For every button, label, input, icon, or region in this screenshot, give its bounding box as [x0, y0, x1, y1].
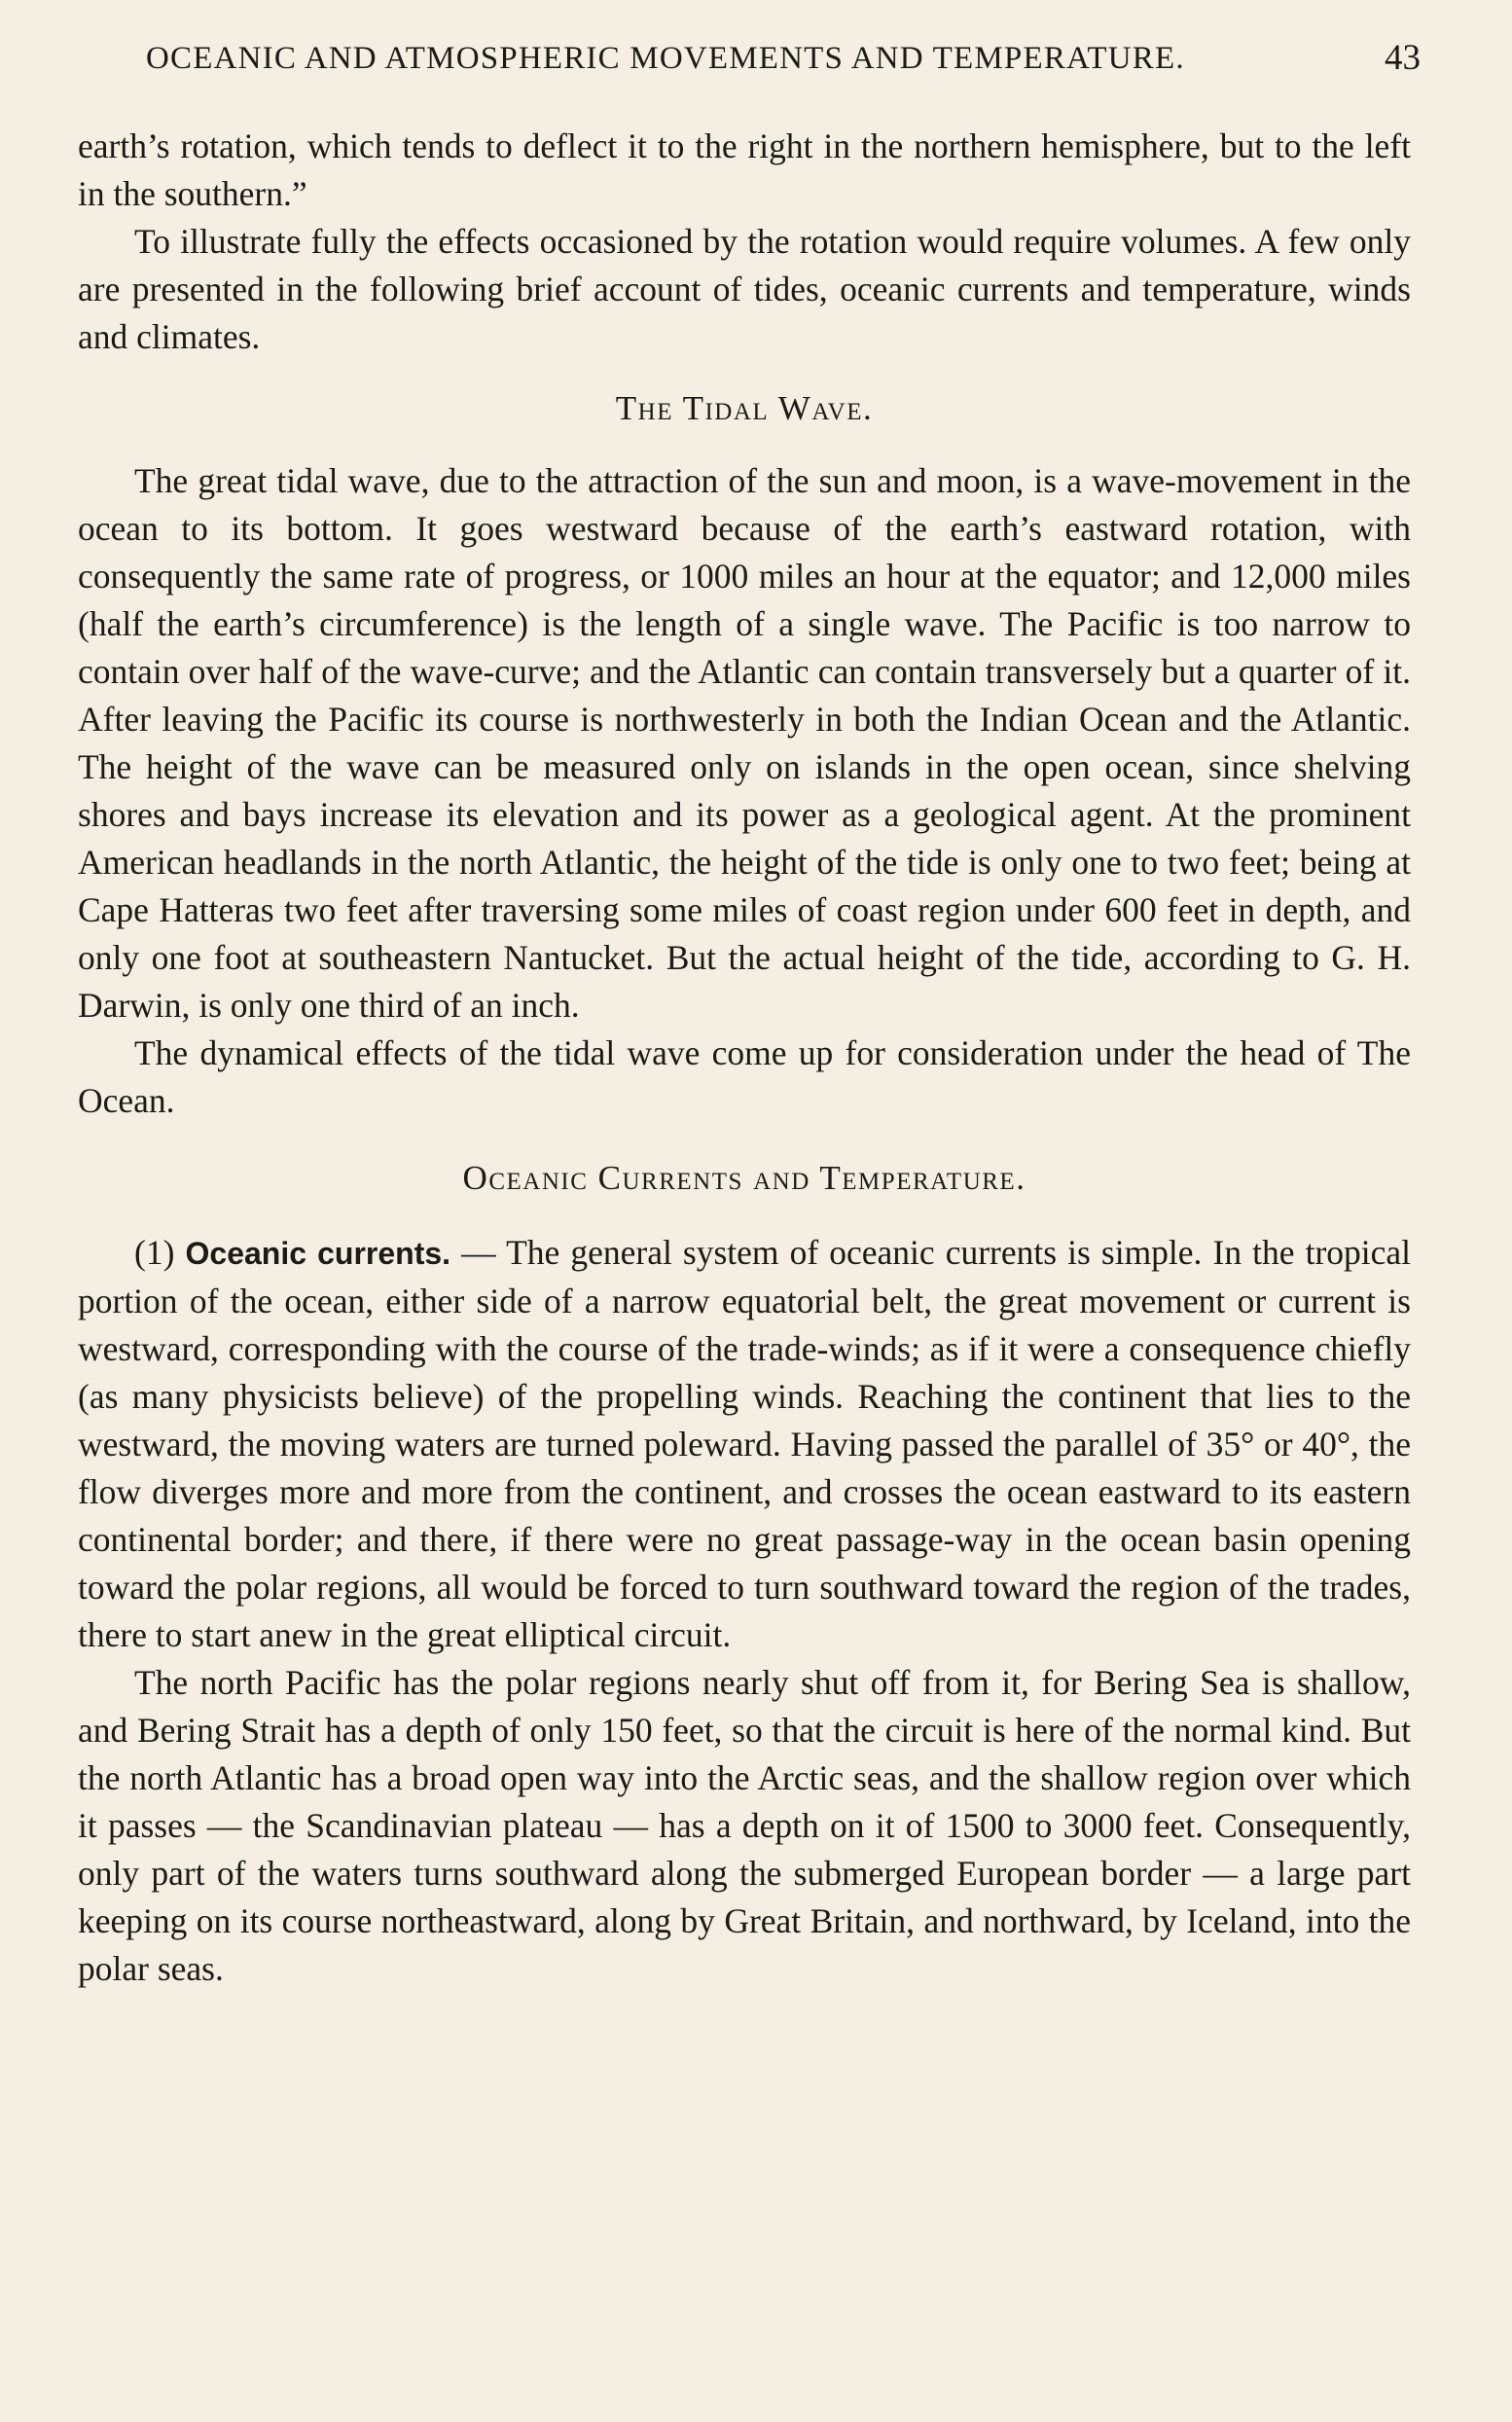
- paragraph-oceanic-currents: [78, 1229, 1411, 1659]
- page-number: 43: [1385, 38, 1421, 78]
- paragraph-north-pacific: The north Pacific has the polar regions nearly shut off from it, for Bering Sea is shallow, and Bering Strait has a depth of only 150 feet, so that the circuit is here of the normal kind. But the north Atlantic has a broad open way into the Arctic seas, and the shallow region over which it passes — the Scandinavian plateau — has a depth on it of 1500 to 3000 feet. Consequently, only part of the waters turns southward along the submerged European border — a large part keeping on its course northeastward, along by Great Britain, and northward, by Iceland, into the polar seas.: [78, 1663, 1411, 1988]
- paragraph-body: — The general system of oceanic currents is simple. In the tropical portion of the ocean, either side of a narrow equatorial belt, the great movement or current is westward, corresponding with the course of the trade-winds; as if it were a consequence chiefly (as many physicists believe) of the propelling winds. Reaching the continent that lies to the westward, the moving waters are turned poleward. Having passed the parallel of 35° or 40°, the flow diverges more and more from the continent, and crosses the ocean eastward to its eastern continental border; and there, if there were no great passage-way in the ocean basin opening toward the polar regions, all would be forced to turn southward toward the region of the trades, there to start anew in the great elliptical circuit.: [78, 1233, 1412, 1654]
- section-heading-tidal-wave: The Tidal Wave.: [615, 389, 874, 427]
- paragraph-number: (1): [134, 1233, 175, 1272]
- section-heading-oceanic-currents: Oceanic Currents and Temperature.: [462, 1159, 1026, 1197]
- running-title: OCEANIC AND ATMOSPHERIC MOVEMENTS AND TEMPERATURE.: [146, 41, 1185, 76]
- paragraph-intro: To illustrate fully the effects occasioned by the rotation would require volumes. A few only are presented in the following brief account of tides, oceanic currents and temperature, winds and climates.: [78, 222, 1411, 356]
- paragraph-tidal-wave: The great tidal wave, due to the attraction of the sun and moon, is a wave-movement in the ocean to its bottom. It goes westward because of the earth’s eastward rotation, with consequently the same rate of progress, or 1000 miles an hour at the equator; and 12,000 miles (half the earth’s circumference) is the length of a single wave. The Pacific is too narrow to contain over half of the wave-curve; and the Atlantic can contain transversely but a quarter of it. After leaving the Pacific its course is northwesterly in both the Indian Ocean and the Atlantic. The height of the wave can be measured only on islands in the open ocean, since shelving shores and bays increase its elevation and its power as a geological agent. At the prominent American headlands in the north Atlantic, the height of the tide is only one to two feet; being at Cape Hatteras two feet after traversing some miles of coast region under 600 feet in depth, and only one foot at southeastern Nantucket. But the actual height of the tide, according to G. H. Darwin, is only one third of an inch.: [78, 461, 1411, 1025]
- paragraph-tidal-dynamics: The dynamical effects of the tidal wave come up for consideration under the head of The Ocean.: [78, 1033, 1411, 1120]
- body-text: [78, 123, 1411, 1993]
- run-in-heading: Oceanic currents.: [185, 1236, 451, 1271]
- paragraph-continuation: earth’s rotation, which tends to deflect it to the right in the northern hemisphere, but to the left in the southern.”: [78, 127, 1411, 213]
- running-head: [146, 37, 1421, 80]
